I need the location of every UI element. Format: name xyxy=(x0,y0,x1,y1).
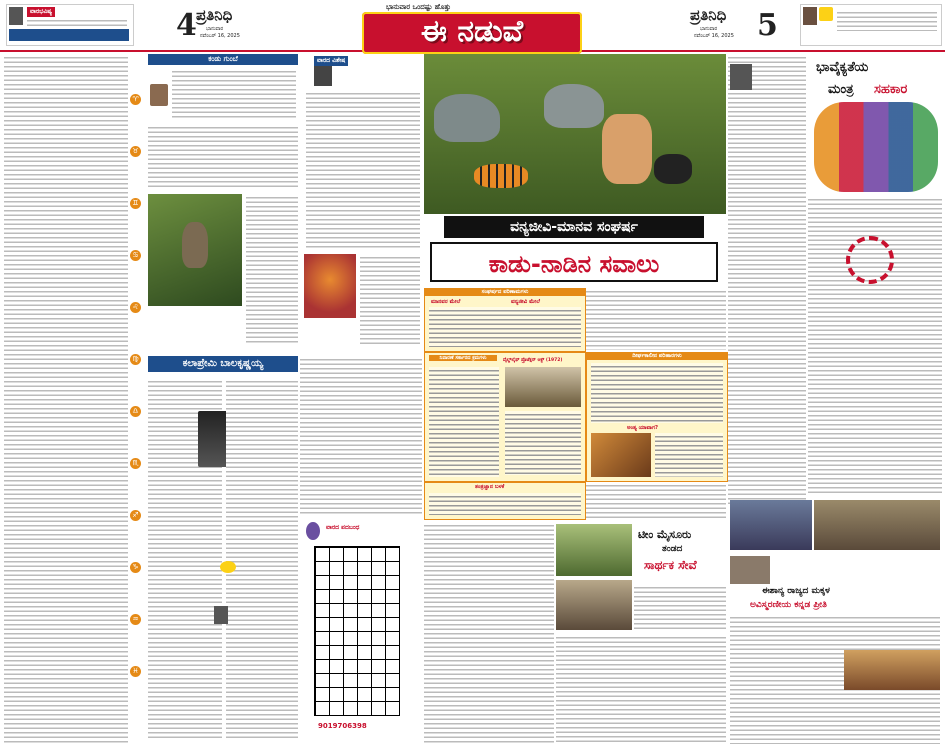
wildlife-title-line2: ಕಾಡು-ನಾಡಿನ ಸವಾಲು xyxy=(430,242,718,282)
youth-text xyxy=(655,433,723,477)
kala-section xyxy=(148,356,298,746)
owl-photo xyxy=(148,194,242,306)
team-text xyxy=(556,634,726,744)
team-title xyxy=(634,524,726,582)
eshanya-photo-3 xyxy=(730,556,770,584)
owl-icon xyxy=(182,222,208,268)
effects-text xyxy=(429,307,581,347)
right-edition: ಭಾನುವಾರ xyxy=(700,26,718,32)
scorpio-icon: ♏ xyxy=(130,458,141,469)
wildlife-heading: ವನ್ಯಜೀವಿ ಮೇಲೆ xyxy=(511,299,540,305)
page5-author-photo xyxy=(730,64,752,90)
elephant-icon-2 xyxy=(544,84,604,128)
columnist-photo xyxy=(9,7,23,25)
kandu-title: ಕಂಡು ಗುಂಬೆ xyxy=(148,54,298,65)
act-label: ವೈಲ್ಡ್‌ಲೈಫ್ ಪ್ರೊಟೆಕ್ಷನ್ ಆಕ್ಟ್ (1972) xyxy=(503,358,563,363)
measures-heading: ನಿವಾರಣೆ ಸರ್ಕಾರದ ಕ್ರಮಗಳು xyxy=(429,355,497,361)
crossword-section xyxy=(300,520,422,746)
team-photo-2 xyxy=(556,580,632,630)
masthead: ಈ ನಡುವೆ xyxy=(420,14,524,49)
crossword-phone: 9019706398 xyxy=(318,722,367,730)
harmony-title-1: ಭಾವೈಕ್ಯತೆಯ xyxy=(816,60,869,75)
taurus-icon: ♉ xyxy=(130,146,141,157)
team-title-3: ಸಾರ್ಥಕ ಸೇವೆ xyxy=(644,558,697,572)
right-page-number: 5 xyxy=(757,8,778,43)
effects-box xyxy=(424,288,586,352)
kala-title: ಕಲಾಪ್ರೇಮಿ ಬಾಲಕೃಷ್ಣಯ್ಯ xyxy=(148,356,298,372)
wildlife-title-box xyxy=(424,214,724,286)
writer-photo xyxy=(314,66,332,86)
libra-icon: ♎ xyxy=(130,406,141,417)
eshanya-photo xyxy=(730,500,812,550)
wildlife-illustration xyxy=(424,54,726,214)
cancer-icon: ♋ xyxy=(130,250,141,261)
elephant-rescue-photo xyxy=(505,367,581,407)
gemini-icon: ♊ xyxy=(130,198,141,209)
page5-col1 xyxy=(728,54,806,504)
measures-text xyxy=(429,367,499,477)
long-text-cont xyxy=(586,482,726,518)
horoscope-column xyxy=(4,54,144,744)
kandu-gumbe-section xyxy=(148,54,298,354)
crossword-tag: ವಾರದ ಪದಬಂಧ xyxy=(326,524,360,531)
sagittarius-icon: ♐ xyxy=(130,510,141,521)
human-heading: ಮಾನವರ ಮೇಲೆ xyxy=(431,299,461,305)
eshanya-title-2: ಅವಿಸ್ಮರಣೀಯ ಕನ್ನಡ ಪ್ರೀತಿ xyxy=(750,600,827,610)
longterm-heading: ದೀರ್ಘಕಾಲೀನ ಪರಿಹಾರಗಳು xyxy=(587,353,727,360)
leo-icon: ♌ xyxy=(130,302,141,313)
team-photo-1 xyxy=(556,524,632,576)
team-title-2: ತಂಡದ xyxy=(662,544,683,554)
aquarius-icon: ♒ xyxy=(130,614,141,625)
aries-icon: ♈ xyxy=(130,94,141,105)
tech-box xyxy=(424,482,586,520)
logo-icon xyxy=(819,7,833,21)
unity-circle-icon xyxy=(846,236,894,284)
brand-top: ಭಾನುವಾರ ಒಂದಷ್ಟು ಹೊತ್ತು xyxy=(386,3,451,11)
right-header-badge xyxy=(800,4,942,46)
handshake-illustration xyxy=(814,102,938,192)
left-page-number: 4 xyxy=(176,8,197,43)
effects-heading: ಸಂಘರ್ಷದ ಪರಿಣಾಮಗಳು xyxy=(425,289,585,296)
left-header-badge xyxy=(6,4,134,46)
crossword-grid xyxy=(314,546,400,716)
author-photo xyxy=(803,7,817,25)
tech-heading: ತಂತ್ರಜ್ಞಾನ ಬಳಕೆ xyxy=(475,484,505,490)
tiger-icon xyxy=(474,164,528,188)
wildlife-title-line1: ವನ್ಯಜೀವಿ-ಮಾನವ ಸಂಘರ್ಷ xyxy=(444,216,704,238)
right-paper-name: ಪ್ರತಿನಿಧಿ xyxy=(690,6,727,24)
eshanya-photo-2 xyxy=(814,500,940,550)
right-date: ನವೆಂಬರ್ 16, 2025 xyxy=(694,33,734,39)
longterm-box xyxy=(586,352,728,482)
left-date: ನವೆಂಬರ್ 16, 2025 xyxy=(200,33,240,39)
wildlife-body-text xyxy=(586,288,726,350)
harmony-title-2b: ಸಹಕಾರ xyxy=(874,82,908,97)
blue-strip xyxy=(9,29,129,41)
pisces-icon: ♓ xyxy=(130,666,141,677)
tech-text xyxy=(429,493,581,515)
left-edition: ಭಾನುವಾರ xyxy=(206,26,224,32)
bottom-article-text xyxy=(424,522,554,744)
kandu-text xyxy=(246,194,298,344)
measures-box xyxy=(424,352,586,482)
middle-text xyxy=(300,356,422,516)
writer2-photo xyxy=(214,606,228,624)
vara-text-side xyxy=(360,254,420,346)
eshanya-title-1: ಈಶಾನ್ಯ ರಾಜ್ಯದ ಮಕ್ಕಳ xyxy=(762,586,830,596)
capricorn-icon: ♑ xyxy=(130,562,141,573)
vara-text xyxy=(306,90,420,250)
vara-vishesha-section xyxy=(300,54,422,354)
tiger-illustration xyxy=(304,254,356,318)
vara-vishesha-tag: ವಾರದ ವಿಶೇಷ xyxy=(314,56,348,66)
measures-text-right xyxy=(505,411,581,475)
bear-icon xyxy=(654,154,692,184)
author-avatar xyxy=(150,84,168,106)
tiger-photo xyxy=(591,433,651,477)
kandu-text-mid xyxy=(148,124,298,190)
virgo-icon: ♍ xyxy=(130,354,141,365)
team-text-top xyxy=(634,584,726,632)
youth-heading: ಅಂತ್ಯ ಯಾವಾಗ? xyxy=(627,425,659,431)
left-paper-name: ಪ್ರತಿನಿಧಿ xyxy=(196,6,233,24)
farmer-figure xyxy=(602,114,652,184)
zodiac-strip xyxy=(130,94,144,714)
header-blurb xyxy=(27,17,127,27)
horoscope-text xyxy=(4,54,128,744)
harmony-feature xyxy=(808,54,942,194)
crossword-author-photo xyxy=(306,522,320,540)
page-header xyxy=(0,0,945,52)
vara-tag: ವಾರಭವಿಷ್ಯ xyxy=(27,7,55,17)
kandu-text-top xyxy=(172,68,296,118)
longterm-text xyxy=(591,363,723,423)
drama-masks-icon xyxy=(220,561,236,573)
right-blurb xyxy=(837,9,937,31)
kala-text-right xyxy=(226,378,298,738)
team-title-1: ಟೀಂ ಮೈಸೂರು xyxy=(638,528,692,541)
harmony-title-2a: ಮಂತ್ರ xyxy=(828,82,854,97)
eshanya-photo-4 xyxy=(844,650,940,690)
elephant-icon xyxy=(434,94,500,142)
